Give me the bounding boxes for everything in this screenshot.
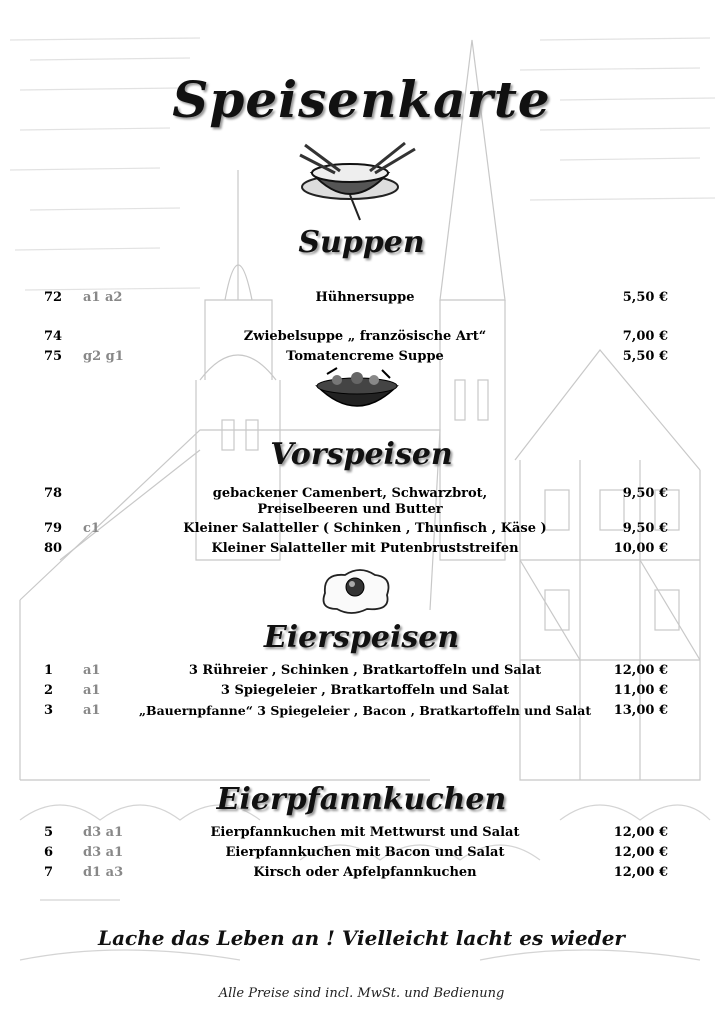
allergen-code: a1	[83, 683, 101, 698]
allergen-code: d3 a1	[83, 845, 124, 860]
allergen-code: a1 a2	[83, 290, 123, 305]
item-price: 12,00 €	[613, 825, 668, 840]
section-heading-eierspeisen: Eierspeisen	[263, 620, 460, 655]
menu-item	[0, 663, 723, 683]
item-name: gebackener Camenbert, Schwarzbrot, Preiselbeeren und Butter	[212, 486, 488, 517]
price-footnote: Alle Preise sind incl. MwSt. und Bedienung	[218, 986, 505, 1001]
item-price: 12,00 €	[613, 845, 668, 860]
menu-item	[0, 521, 723, 541]
item-number: 6	[44, 845, 54, 860]
section-heading-eierpfannkuchen: Eierpfannkuchen	[216, 782, 507, 817]
menu-item	[0, 541, 723, 561]
allergen-code: g2 g1	[83, 349, 124, 364]
item-name: „Bauernpfanne“ 3 Spiegeleier , Bacon , Bratkartoffeln und Salat	[138, 703, 592, 718]
menu-item	[0, 683, 723, 703]
item-number: 78	[44, 486, 63, 501]
item-price: 12,00 €	[613, 865, 668, 880]
item-name: Kleiner Salatteller mit Putenbruststreifen	[211, 541, 519, 556]
section-heading-suppen: Suppen	[298, 225, 425, 260]
soup-bowl-icon	[290, 135, 420, 225]
menu-item	[0, 290, 723, 310]
menu-item	[0, 703, 723, 723]
item-number: 3	[44, 703, 54, 718]
item-name: Hühnersuppe	[315, 290, 415, 305]
menu-item	[0, 845, 723, 865]
allergen-code: a1	[83, 663, 101, 678]
allergen-code: a1	[83, 703, 101, 718]
item-price: 9,50 €	[622, 486, 668, 501]
item-number: 79	[44, 521, 63, 536]
item-price: 12,00 €	[613, 663, 668, 678]
item-name: Tomatencreme Suppe	[286, 349, 444, 364]
item-number: 5	[44, 825, 54, 840]
section-heading-vorspeisen: Vorspeisen	[270, 437, 453, 472]
item-name: Eierpfannkuchen mit Bacon und Salat	[225, 845, 505, 860]
item-name: Kirsch oder Apfelpfannkuchen	[253, 865, 477, 880]
item-name: Eierpfannkuchen mit Mettwurst und Salat	[210, 825, 520, 840]
item-price: 11,00 €	[613, 683, 668, 698]
item-number: 7	[44, 865, 54, 880]
item-name: Zwiebelsuppe „ französische Art“	[243, 329, 487, 344]
menu-item	[0, 865, 723, 885]
fried-egg-icon	[315, 565, 395, 617]
slogan: Lache das Leben an ! Vielleicht lacht es wieder	[98, 926, 625, 950]
item-price: 5,50 €	[622, 290, 668, 305]
item-number: 2	[44, 683, 54, 698]
item-price: 5,50 €	[622, 349, 668, 364]
item-price: 9,50 €	[622, 521, 668, 536]
menu-item	[0, 486, 723, 520]
item-number: 80	[44, 541, 63, 556]
allergen-code: c1	[83, 521, 100, 536]
item-name: 3 Rühreier , Schinken , Bratkartoffeln und Salat	[188, 663, 542, 678]
item-price: 13,00 €	[613, 703, 668, 718]
menu-item	[0, 825, 723, 845]
item-number: 75	[44, 349, 63, 364]
allergen-code: d3 a1	[83, 825, 124, 840]
salad-bowl-icon	[312, 366, 402, 416]
item-name: Kleiner Salatteller ( Schinken , Thunfisch , Käse )	[183, 521, 547, 536]
item-price: 10,00 €	[613, 541, 668, 556]
item-number: 72	[44, 290, 63, 305]
item-number: 74	[44, 329, 63, 344]
page-title: Speisenkarte	[172, 70, 551, 129]
allergen-code: d1 a3	[83, 865, 124, 880]
item-number: 1	[44, 663, 54, 678]
menu-item	[0, 329, 723, 349]
item-price: 7,00 €	[622, 329, 668, 344]
item-name: 3 Spiegeleier , Bratkartoffeln und Salat	[220, 683, 510, 698]
